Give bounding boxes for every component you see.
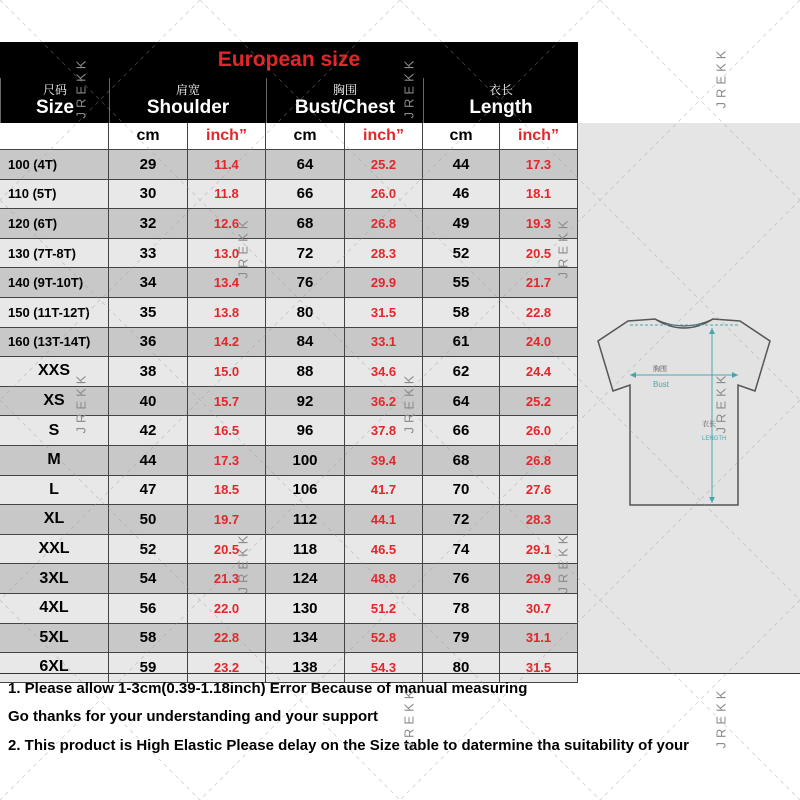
inch-value-cell: 33.1 — [345, 328, 423, 358]
cm-value-cell: 33 — [109, 239, 188, 269]
inch-value-cell: 26.8 — [345, 209, 423, 239]
size-cell: 150 (11T-12T) — [0, 298, 109, 328]
size-cell: 5XL — [0, 624, 109, 654]
size-cell: S — [0, 416, 109, 446]
inch-value-cell: 22.8 — [188, 624, 266, 654]
inch-value-cell: 34.6 — [345, 357, 423, 387]
inch-value-cell: 29.1 — [500, 535, 578, 565]
watermark: JREKK — [235, 531, 251, 594]
cm-value-cell: 72 — [423, 505, 500, 535]
size-cell: 100 (4T) — [0, 150, 109, 180]
units-row-blank — [0, 123, 109, 150]
cm-value-cell: 130 — [266, 594, 345, 624]
cm-value-cell: 52 — [109, 535, 188, 565]
inch-value-cell: 30.7 — [500, 594, 578, 624]
unit-header: cm — [109, 123, 188, 150]
cm-value-cell: 80 — [266, 298, 345, 328]
cm-value-cell: 64 — [266, 150, 345, 180]
cm-value-cell: 44 — [423, 150, 500, 180]
cm-value-cell: 29 — [109, 150, 188, 180]
cm-value-cell: 124 — [266, 564, 345, 594]
inch-value-cell: 25.2 — [345, 150, 423, 180]
cm-value-cell: 56 — [109, 594, 188, 624]
cm-value-cell: 78 — [423, 594, 500, 624]
inch-value-cell: 20.5 — [500, 239, 578, 269]
cm-value-cell: 72 — [266, 239, 345, 269]
cm-value-cell: 38 — [109, 357, 188, 387]
size-cell: XXL — [0, 535, 109, 565]
inch-value-cell: 54.3 — [345, 653, 423, 683]
column-header-en: Bust/Chest — [294, 96, 396, 118]
cm-value-cell: 36 — [109, 328, 188, 358]
inch-value-cell: 22.0 — [188, 594, 266, 624]
column-header-cn: 尺码 — [42, 82, 67, 97]
cm-value-cell: 66 — [266, 180, 345, 210]
cm-value-cell: 74 — [423, 535, 500, 565]
inch-value-cell: 26.8 — [500, 446, 578, 476]
cm-value-cell: 59 — [109, 653, 188, 683]
cm-value-cell: 58 — [109, 624, 188, 654]
inch-value-cell: 13.4 — [188, 268, 266, 298]
cm-value-cell: 68 — [423, 446, 500, 476]
cm-value-cell: 70 — [423, 476, 500, 506]
bust-cn-label: 胸围 — [653, 365, 667, 373]
inch-value-cell: 14.2 — [188, 328, 266, 358]
cm-value-cell: 66 — [423, 416, 500, 446]
inch-value-cell: 39.4 — [345, 446, 423, 476]
watermark: JREKK — [713, 371, 729, 434]
note-3: 2. This product is High Elastic Please delay on the Size table to datermine tha suitability of your — [8, 737, 689, 754]
bust-label: Bust — [653, 380, 670, 389]
column-header — [109, 78, 266, 123]
watermark: JREKK — [401, 56, 417, 119]
cm-value-cell: 40 — [109, 387, 188, 417]
column-header-cn: 肩宽 — [175, 82, 200, 97]
watermark: JREKK — [713, 46, 729, 109]
watermark: JREKK — [73, 56, 89, 119]
cm-value-cell: 34 — [109, 268, 188, 298]
cm-value-cell: 62 — [423, 357, 500, 387]
size-cell: 3XL — [0, 564, 109, 594]
cm-value-cell: 76 — [423, 564, 500, 594]
inch-value-cell: 18.5 — [188, 476, 266, 506]
column-header — [423, 78, 578, 123]
inch-value-cell: 44.1 — [345, 505, 423, 535]
inch-value-cell: 13.0 — [188, 239, 266, 269]
size-cell: 130 (7T-8T) — [0, 239, 109, 269]
column-header-en: Length — [469, 96, 533, 118]
column-header-en: Size — [35, 96, 75, 118]
column-header — [0, 78, 109, 123]
inch-value-cell: 22.8 — [500, 298, 578, 328]
size-cell: L — [0, 476, 109, 506]
inch-value-cell: 28.3 — [500, 505, 578, 535]
size-cell: M — [0, 446, 109, 476]
watermark: JREKK — [555, 531, 571, 594]
size-cell: 110 (5T) — [0, 180, 109, 210]
column-header-en: Shoulder — [146, 96, 230, 118]
inch-value-cell: 31.5 — [345, 298, 423, 328]
cm-value-cell: 49 — [423, 209, 500, 239]
note-1: 1. Please allow 1-3cm(0.39-1.18inch) Error Because of manual measuring — [8, 680, 528, 697]
inch-value-cell: 37.8 — [345, 416, 423, 446]
inch-value-cell: 46.5 — [345, 535, 423, 565]
inch-value-cell: 25.2 — [500, 387, 578, 417]
inch-value-cell: 28.3 — [345, 239, 423, 269]
inch-value-cell: 13.8 — [188, 298, 266, 328]
inch-value-cell: 24.4 — [500, 357, 578, 387]
cm-value-cell: 138 — [266, 653, 345, 683]
inch-value-cell: 20.5 — [188, 535, 266, 565]
cm-value-cell: 58 — [423, 298, 500, 328]
inch-value-cell: 19.3 — [500, 209, 578, 239]
inch-value-cell: 15.0 — [188, 357, 266, 387]
cm-value-cell: 52 — [423, 239, 500, 269]
size-cell: XXS — [0, 357, 109, 387]
cm-value-cell: 32 — [109, 209, 188, 239]
cm-value-cell: 30 — [109, 180, 188, 210]
unit-header: inch” — [500, 123, 578, 150]
table-title: European size — [0, 42, 578, 78]
cm-value-cell: 46 — [423, 180, 500, 210]
length-cn-label: 衣长 — [702, 420, 716, 428]
column-header — [266, 78, 423, 123]
inch-value-cell: 19.7 — [188, 505, 266, 535]
inch-value-cell: 12.6 — [188, 209, 266, 239]
cm-value-cell: 50 — [109, 505, 188, 535]
cm-value-cell: 55 — [423, 268, 500, 298]
inch-value-cell: 29.9 — [500, 564, 578, 594]
watermark: JREKK — [401, 371, 417, 434]
unit-header: inch” — [345, 123, 423, 150]
inch-value-cell: 17.3 — [500, 150, 578, 180]
cm-value-cell: 112 — [266, 505, 345, 535]
column-header-cn: 胸围 — [332, 82, 357, 97]
size-cell: XL — [0, 505, 109, 535]
cm-value-cell: 35 — [109, 298, 188, 328]
watermark: JREKK — [401, 686, 417, 749]
inch-value-cell: 17.3 — [188, 446, 266, 476]
inch-value-cell: 29.9 — [345, 268, 423, 298]
inch-value-cell: 27.6 — [500, 476, 578, 506]
inch-value-cell: 26.0 — [500, 416, 578, 446]
inch-value-cell: 36.2 — [345, 387, 423, 417]
inch-value-cell: 41.7 — [345, 476, 423, 506]
cm-value-cell: 118 — [266, 535, 345, 565]
size-cell: 4XL — [0, 594, 109, 624]
cm-value-cell: 68 — [266, 209, 345, 239]
size-cell: 6XL — [0, 653, 109, 683]
cm-value-cell: 47 — [109, 476, 188, 506]
note-2: Go thanks for your understanding and your support — [8, 708, 379, 725]
watermark: JREKK — [555, 216, 571, 279]
unit-header: cm — [266, 123, 345, 150]
inch-value-cell: 11.4 — [188, 150, 266, 180]
inch-value-cell: 24.0 — [500, 328, 578, 358]
tshirt-diagram-panel — [578, 123, 800, 673]
length-label: LENGTH — [702, 436, 727, 442]
cm-value-cell: 106 — [266, 476, 345, 506]
inch-value-cell: 18.1 — [500, 180, 578, 210]
cm-value-cell: 96 — [266, 416, 345, 446]
inch-value-cell: 15.7 — [188, 387, 266, 417]
cm-value-cell: 54 — [109, 564, 188, 594]
inch-value-cell: 31.5 — [500, 653, 578, 683]
size-cell: XS — [0, 387, 109, 417]
size-cell: 160 (13T-14T) — [0, 328, 109, 358]
cm-value-cell: 100 — [266, 446, 345, 476]
cm-value-cell: 42 — [109, 416, 188, 446]
unit-header: cm — [423, 123, 500, 150]
column-header-cn: 衣长 — [488, 82, 513, 97]
size-cell: 140 (9T-10T) — [0, 268, 109, 298]
cm-value-cell: 84 — [266, 328, 345, 358]
inch-value-cell: 21.7 — [500, 268, 578, 298]
watermark: JREKK — [73, 371, 89, 434]
inch-value-cell: 23.2 — [188, 653, 266, 683]
inch-value-cell: 26.0 — [345, 180, 423, 210]
cm-value-cell: 44 — [109, 446, 188, 476]
cm-value-cell: 79 — [423, 624, 500, 654]
cm-value-cell: 76 — [266, 268, 345, 298]
inch-value-cell: 16.5 — [188, 416, 266, 446]
inch-value-cell: 11.8 — [188, 180, 266, 210]
size-cell: 120 (6T) — [0, 209, 109, 239]
inch-value-cell: 21.3 — [188, 564, 266, 594]
notes-section — [0, 673, 800, 800]
inch-value-cell: 52.8 — [345, 624, 423, 654]
inch-value-cell: 31.1 — [500, 624, 578, 654]
tshirt-icon — [578, 123, 800, 673]
cm-value-cell: 61 — [423, 328, 500, 358]
inch-value-cell: 51.2 — [345, 594, 423, 624]
cm-value-cell: 134 — [266, 624, 345, 654]
unit-header: inch” — [188, 123, 266, 150]
cm-value-cell: 92 — [266, 387, 345, 417]
cm-value-cell: 88 — [266, 357, 345, 387]
cm-value-cell: 64 — [423, 387, 500, 417]
watermark: JREKK — [235, 216, 251, 279]
watermark: JREKK — [713, 686, 729, 749]
inch-value-cell: 48.8 — [345, 564, 423, 594]
cm-value-cell: 80 — [423, 653, 500, 683]
